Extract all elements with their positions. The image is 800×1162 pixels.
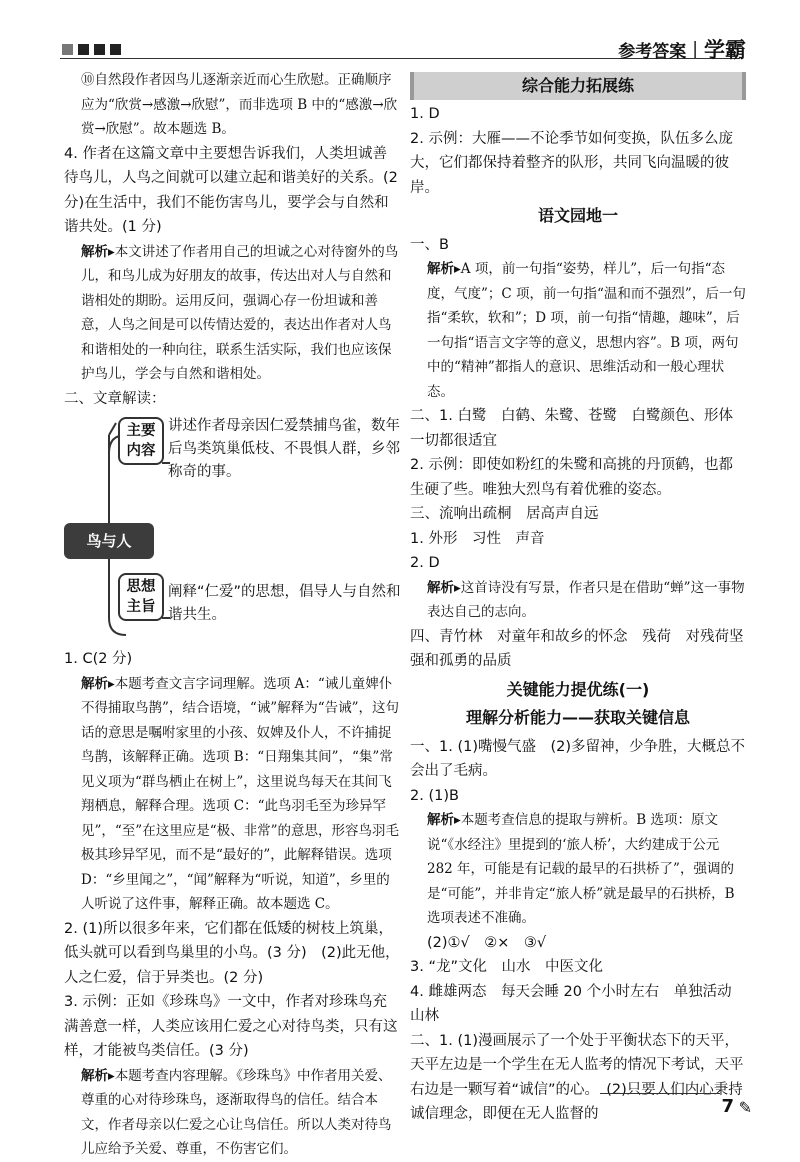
header-separator: | [692,39,698,59]
section-title: 语文园地一 [537,206,618,225]
answer-item: (2)①√ ②× ③√ [427,934,547,951]
answer-item: 2. (1)B [410,787,459,804]
analysis-label: 解析▸ [81,243,115,260]
answer-item: 3. “龙”文化 山水 中医文化 [410,959,603,975]
answer-item: 一、B [410,236,449,253]
analysis [64,672,400,917]
answer-item: 四、青竹林 对童年和故乡的怀念 残荷 对残荷坚强和孤勇的品质 [410,628,744,669]
analysis [410,808,746,931]
section-heading: 二、文章解读： [64,390,166,407]
section-title: 关键能力提优练(一) [506,679,650,699]
analysis [64,1064,400,1162]
analysis-label: 解析▸ [427,261,461,277]
answer-item: 3. 示例：正如《珍珠鸟》一文中，作者对珍珠鸟充满善意一样，人类应该用仁爱之心对待鸟类，只有这样，才能被鸟类信任。(3 分) [64,994,398,1059]
section-banner: 综合能力拓展练 [410,72,746,100]
answer-item: 2. (1)所以很多年来，它们都在低矮的树枝上筑巢，低头就可以看到鸟巢里的小鸟。(3 分) (2)此无他，人之仁爱，信于异类也。(2 分) [64,920,400,986]
answer-item: 2. 示例：即使如粉红的朱鹭和高挑的丹顶鹤，也都生硬了些。唯独大烈鸟有着优雅的姿态。 [410,457,733,498]
mind-map-node-content: 主要内容 [118,417,164,465]
analysis [410,257,746,404]
brand-logo: 学霸 [704,38,746,62]
paragraph: ⑩自然段作者因鸟儿逐渐亲近而心生欣慰。正确顺序应为“欣赏→感激→欣慰”，而非选项 B 中的“感激→欣赏→欣慰”。故本题选 B。 [81,72,398,137]
mind-map-center: 鸟与人 [64,523,154,559]
mind-map-node-theme-text: 阐释“仁爱”的思想，倡导人与自然和谐共生。 [168,584,401,623]
mind-map-node-theme: 思想主旨 [118,573,164,621]
left-column [64,68,400,1162]
header-squares [62,44,121,55]
analysis-text: 本题考查文言字词理解。选项 A：“诫儿童婢仆不得捕取鸟鹊”，结合语境，“诫”解释为“告诫”，这句话的意思是嘱咐家里的小孩、奴婢及仆人，不许捕捉鸟鹊，该解释正确。选项 B：“日翔集其间”，“集”常见义项为“群鸟栖止在树上”，这里说鸟每天在其间飞翔栖息，解释合理。选项 C：“此鸟羽毛至为珍异罕见”，“至”在这里应是“极、非常”的意思，形容鸟羽毛极其珍异罕见，而不是“最好的”，此解释错误。选项 D：“乡里闻之”，“闻”解释为“听说，知道”，乡里的人听说了这件事，解释正确。故本题选 C。 [81,675,400,912]
analysis-text: 这首诗没有写景，作者只是在借助“蝉”这一事物表达自己的志向。 [427,579,745,620]
analysis-label: 解析▸ [427,579,461,596]
analysis-text: 本文讲述了作者用自己的坦诚之心对待窗外的鸟儿，和鸟儿成为好朋友的故事，传达出对人与自然和谐相处的期盼。运用反问，强调心存一份坦诚和善意，人鸟之间是可以传情达爱的，表达出作者对人鸟和谐相处的一种向往，联系生活实际，我们也应该保护鸟儿，学会与自然和谐相处。 [81,243,399,382]
answer-item: 2. D [410,555,440,571]
page-number: 7 [721,1096,734,1117]
mind-map [64,413,400,643]
pencil-icon: ✎ [738,1098,752,1117]
answer-item: 4. 作者在这篇文章中主要想告诉我们，人类坦诚善待鸟儿，人鸟之间就可以建立起和谐美好的关系。(2 分)在生活中，我们不能伤害鸟儿，要学会与自然和谐共处。(1 分) [64,145,398,235]
answer-item: 2. 示例：大雁——不论季节如何变换，队伍多么庞大，它们都保持着整齐的队形，共同飞向温暖的彼岸。 [410,130,733,196]
analysis [410,576,746,625]
answer-item: 一、1. (1)嘴慢气盛 (2)多留神，少争胜，大概总不会出了毛病。 [410,738,746,779]
analysis-label: 解析▸ [427,812,461,828]
section-subtitle: 理解分析能力——获取关键信息 [465,708,690,727]
answer-item: 1. D [410,106,440,122]
answer-item: 三、流响出疏桐 居高声自远 [410,506,599,522]
answer-item: 1. 外形 习性 声音 [410,530,545,547]
analysis-text: 本题考查信息的提取与辨析。B 选项：原文说“《水经注》里提到的‘旅人桥’，大约建成于公元 282 年，可能是有记载的最早的石拱桥了”，强调的是“可能”，并非肯定“旅人桥”就是最早的石拱桥，B 选项表述不准确。 [427,812,735,926]
answer-item: 二、1. 白鹭 白鹤、朱鹭、苍鹭 白鹭颜色、形体一切都很适宜 [410,408,733,449]
answer-item: 4. 雌雄两态 每天会睡 20 个小时左右 单独活动 山林 [410,983,747,1024]
analysis [64,240,400,387]
right-column [410,68,746,1127]
footer-rule [600,1093,720,1094]
analysis-text: A 项，前一句指“姿势，样儿”，后一句指“态度，气度”；C 项，前一句指“温和而不强烈”，后一句指“柔软，软和”；D 项，前一句指“情趣，趣味”，后一句指“语言文字等的意义，思想内容”。B 项，两句中的“精神”都指人的意识、思维活动和一般心理状态。 [427,261,746,400]
answer-item: 二、1. (1)漫画展示了一个处于平衡状态下的天平，天平左边是一个学生在无人监考的情况下考试，天平右边是一颗写着“诚信”的心。 (2)只要人们内心秉持诚信理念，即便在无人监督的 [410,1032,744,1122]
header-right [618,34,746,64]
analysis-text: 本题考查内容理解。《珍珠鸟》中作者用关爱、尊重的心对待珍珠鸟，逐渐取得鸟的信任。结合本文，作者母亲以仁爱之心让鸟信任。所以人类对待鸟儿应给予关爱、尊重，不伤害它们。 [81,1067,392,1157]
analysis-label: 解析▸ [81,1067,115,1084]
analysis-label: 解析▸ [81,675,115,692]
answer-label: 参考答案 [618,41,687,62]
answer-item: 1. C(2 分) [64,651,133,667]
mind-map-node-content-text: 讲述作者母亲因仁爱禁捕鸟雀，数年后鸟类筑巢低枝、不畏惧人群，乡邻称奇的事。 [168,418,400,480]
